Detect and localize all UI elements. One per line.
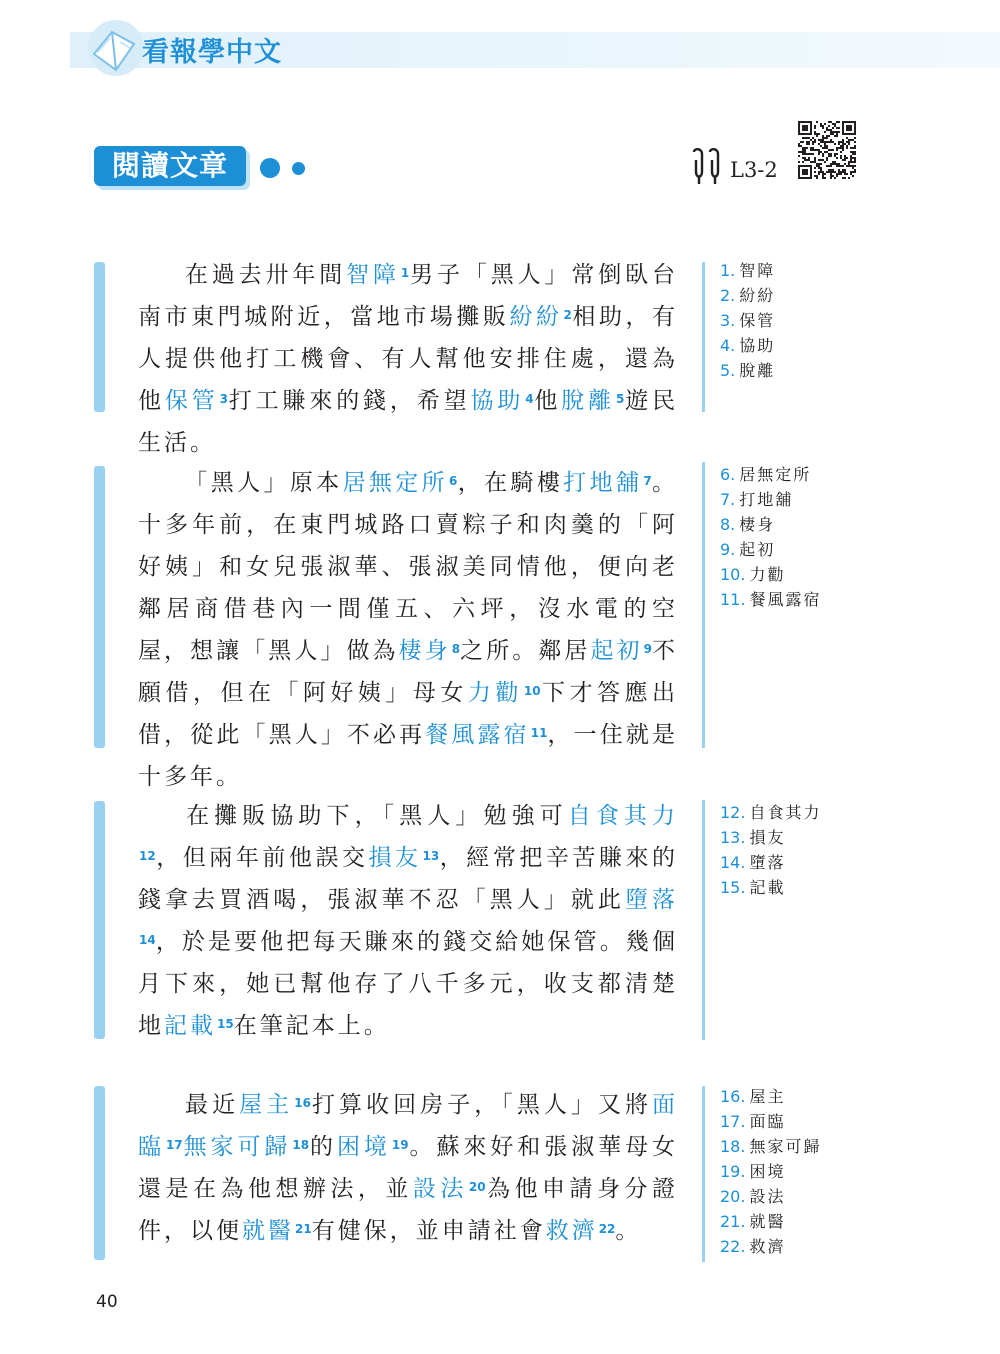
vocab-item-number: 12.: [720, 803, 746, 822]
vocab-item-number: 15.: [720, 878, 746, 897]
vocab-item-word: 困境: [749, 1162, 786, 1181]
vocab-keyword-text: 屋主: [239, 1092, 294, 1118]
vocab-item-word: 自食其力: [749, 803, 822, 822]
paragraph-text: 在攤販協助下，「黑人」勉強可: [184, 803, 568, 829]
vocab-keyword-text: 餐風露宿: [425, 722, 530, 748]
vocab-item-number: 22.: [720, 1237, 746, 1256]
vocab-note-number: 17: [165, 1138, 183, 1152]
paragraph-text: 在過去卅年間: [184, 262, 347, 288]
vocab-item-word: 墮落: [749, 853, 786, 872]
vocab-item-word: 屋主: [749, 1087, 786, 1106]
paragraph-text: 最近: [184, 1092, 240, 1118]
vocab-item: [720, 258, 775, 283]
vocab-item: [720, 1209, 821, 1234]
vocab-item-number: 18.: [720, 1137, 746, 1156]
vocab-note-number: 6: [449, 474, 458, 488]
vocab-item-word: 救濟: [749, 1237, 786, 1256]
vocab-keyword-text: 損友: [368, 845, 422, 871]
paragraph-text: 的: [309, 1134, 337, 1160]
vocab-item-number: 10.: [720, 565, 746, 584]
article-paragraph-4: [138, 1084, 678, 1252]
vocab-item-word: 紛紛: [739, 286, 776, 305]
qr-code-icon[interactable]: [798, 121, 856, 179]
paragraph-text: 男子「黑人」常倒臥台南市東門城附近，當地市場攤販: [138, 262, 679, 330]
vocab-keyword-text: 居無定所: [342, 470, 449, 496]
vocab-keyword-text: 打地舖: [563, 470, 643, 496]
vocab-keyword: [399, 638, 460, 664]
vocab-item: [720, 283, 775, 308]
vocab-note-number: 1: [400, 266, 410, 280]
vocab-keyword-text: 脫離: [561, 388, 615, 414]
vocab-note-number: 7: [643, 474, 652, 488]
vocab-item-number: 2.: [720, 286, 736, 305]
vocab-item-number: 3.: [720, 311, 736, 330]
paragraph-bar-1: [94, 262, 105, 412]
vocab-keyword-text: 無家可歸: [182, 1134, 292, 1160]
vocab-item-word: 協助: [739, 336, 776, 355]
vocab-item-number: 6.: [720, 465, 736, 484]
vocab-item-number: 19.: [720, 1162, 746, 1181]
page-number: 40: [96, 1292, 118, 1312]
vocab-item: [720, 1234, 821, 1259]
vocab-note-number: 4: [525, 392, 534, 406]
vocab-note-number: 2: [563, 308, 572, 322]
vocab-item: [720, 1084, 821, 1109]
vocab-item-word: 面臨: [749, 1112, 786, 1131]
article-paragraph-3: [138, 795, 678, 1047]
vocab-item-word: 記載: [749, 878, 786, 897]
vocab-item: [720, 537, 821, 562]
vocab-keyword-text: 救濟: [545, 1218, 598, 1244]
vocab-item-number: 4.: [720, 336, 736, 355]
vocab-note-number: 11: [530, 726, 548, 740]
vocab-note-number: 10: [523, 684, 541, 698]
vocab-note-number: 16: [294, 1096, 311, 1110]
vocab-keyword-text: 就醫: [242, 1218, 294, 1244]
paragraph-text: 下才答應出借，從此「黑人」不必再: [138, 680, 679, 748]
paragraph-text: 「黑人」原本: [184, 470, 343, 496]
vocab-note-number: 3: [219, 392, 228, 406]
vocab-keyword: [368, 845, 439, 871]
paragraph-text: 遊民生活。: [138, 388, 679, 456]
vocab-item-word: 棲身: [739, 515, 776, 534]
vocab-item: [720, 1184, 821, 1209]
paragraph-text: 。蘇來好和張淑華母女還是在為他想辦法，並: [138, 1134, 679, 1202]
vocab-item-number: 21.: [720, 1212, 746, 1231]
vocab-item: [720, 462, 821, 487]
vocab-keyword: [509, 304, 571, 330]
paragraph-text: 他: [533, 388, 562, 414]
vocab-item-word: 打地舖: [739, 490, 794, 509]
paragraph-bar-3: [94, 801, 105, 1039]
vocab-keyword-text: 起初: [590, 638, 643, 664]
vocab-item: [720, 1109, 821, 1134]
vocab-keyword: [470, 388, 533, 414]
vocab-item-number: 20.: [720, 1187, 746, 1206]
vocab-note-number: 13: [422, 849, 440, 863]
vocab-item: [720, 800, 821, 825]
vocab-item-word: 無家可歸: [749, 1137, 822, 1156]
paragraph-text: 不願借，但在「阿好姨」母女: [138, 638, 679, 706]
vocab-note-number: 19: [391, 1138, 409, 1152]
vocab-item-word: 保管: [739, 311, 776, 330]
vocab-item-number: 8.: [720, 515, 736, 534]
vocab-item: [720, 825, 821, 850]
vocab-keyword: [546, 1218, 616, 1244]
vocab-keyword: [346, 262, 409, 288]
paragraph-bar-2: [94, 466, 105, 748]
vocab-note-number: 21: [295, 1222, 312, 1236]
vocab-keyword-text: 困境: [336, 1134, 391, 1160]
vocab-item: [720, 1134, 821, 1159]
vocab-keyword-text: 智障: [346, 262, 400, 288]
vocab-keyword: [343, 470, 458, 496]
vocab-keyword-text: 協助: [470, 388, 525, 414]
vocab-item-number: 14.: [720, 853, 746, 872]
header-title: 看報學中文: [142, 37, 282, 68]
vocab-keyword: [165, 388, 228, 414]
vocab-item-word: 居無定所: [739, 465, 812, 484]
paragraph-text: 。十多年前，在東門城路口賣粽子和肉羹的「阿好姨」和女兒張淑華、張淑美同情他，便向老鄰居商借巷內一間僅五、六坪，沒水電的空屋，想讓「黑人」做為: [138, 470, 679, 664]
vocab-divider-3: [702, 800, 705, 1040]
vocab-note-number: 14: [139, 933, 156, 947]
vocab-item: [720, 308, 775, 333]
paragraph-text: 打工賺來的錢，希望: [227, 388, 471, 414]
vocab-keyword: [561, 388, 624, 414]
book-logo-icon: [84, 14, 146, 80]
vocab-item: [720, 1159, 821, 1184]
vocab-item-word: 力勸: [749, 565, 786, 584]
vocab-item: [720, 358, 775, 383]
vocab-keyword-text: 力勸: [467, 680, 523, 706]
vocab-item: [720, 512, 821, 537]
paragraph-text: 為他申請身分證件，以便: [138, 1176, 679, 1244]
vocab-item-number: 5.: [720, 361, 736, 380]
vocab-item-word: 就醫: [749, 1212, 786, 1231]
vocab-item-word: 設法: [749, 1187, 786, 1206]
audio-track-label: L3-2: [730, 158, 778, 182]
earphones-icon[interactable]: [690, 146, 722, 186]
paragraph-text: ，在騎樓: [457, 470, 564, 496]
paragraph-text: ，經常把辛苦賺來的錢拿去買酒喝，張淑華不忍「黑人」就此: [138, 845, 679, 913]
vocab-item-number: 9.: [720, 540, 736, 559]
vocab-item-number: 11.: [720, 590, 746, 609]
vocab-note-number: 18: [292, 1138, 310, 1152]
vocab-item-word: 起初: [739, 540, 776, 559]
vocab-divider-1: [702, 262, 705, 412]
vocab-item-word: 損友: [749, 828, 786, 847]
vocab-keyword: [413, 1176, 486, 1202]
paragraph-text: 之所。鄰居: [460, 638, 591, 664]
vocab-keyword-text: 記載: [164, 1013, 216, 1039]
vocab-note-number: 9: [643, 642, 652, 656]
vocab-note-number: 22: [598, 1222, 616, 1236]
vocab-keyword: [590, 638, 651, 664]
vocab-item: [720, 562, 821, 587]
vocab-note-number: 8: [451, 642, 461, 656]
vocab-keyword: [183, 1134, 309, 1160]
vocab-item-number: 13.: [720, 828, 746, 847]
vocab-keyword-text: 面臨: [138, 1092, 679, 1160]
vocab-item: [720, 875, 821, 900]
vocab-list-2: [720, 462, 821, 612]
vocab-item-number: 17.: [720, 1112, 746, 1131]
vocab-item: [720, 487, 821, 512]
vocab-item-word: 智障: [739, 261, 776, 280]
vocab-keyword: [563, 470, 651, 496]
vocab-keyword: [337, 1134, 409, 1160]
vocab-keyword: [239, 1092, 311, 1118]
paragraph-text: 相助，有人提供他打工機會、有人幫他安排住處，還為他: [138, 304, 679, 414]
vocab-keyword-text: 棲身: [398, 638, 451, 664]
vocab-item: [720, 333, 775, 358]
section-title: 閱讀文章: [94, 146, 246, 186]
paragraph-text: 有健保，並申請社會: [311, 1218, 546, 1244]
article-paragraph-1: [138, 254, 678, 464]
vocab-divider-2: [702, 462, 705, 748]
decorative-dot-small: [292, 162, 305, 175]
vocab-item-word: 餐風露宿: [749, 590, 822, 609]
vocab-item-number: 7.: [720, 490, 736, 509]
vocab-list-3: [720, 800, 821, 900]
vocab-item: [720, 587, 821, 612]
vocab-note-number: 15: [217, 1017, 234, 1031]
vocab-keyword: [425, 722, 547, 748]
vocab-keyword-text: 自食其力: [567, 803, 679, 829]
vocab-keyword: [468, 680, 541, 706]
vocab-note-number: 5: [616, 392, 625, 406]
vocab-item-word: 脫離: [739, 361, 776, 380]
vocab-keyword-text: 墮落: [624, 887, 679, 913]
vocab-item-number: 1.: [720, 261, 736, 280]
vocab-keyword: [164, 1013, 234, 1039]
vocab-keyword-text: 紛紛: [509, 304, 563, 330]
vocab-note-number: 20: [468, 1180, 486, 1194]
vocab-list-1: [720, 258, 775, 383]
paragraph-text: ，於是要他把每天賺來的錢交給她保管。幾個月下來，她已幫他存了八千多元，收支都清楚地: [138, 929, 678, 1039]
vocab-note-number: 12: [139, 849, 156, 863]
paragraph-text: 在筆記本上。: [233, 1013, 390, 1039]
paragraph-text: 打算收回房子，「黑人」又將: [310, 1092, 653, 1118]
vocab-divider-4: [702, 1086, 705, 1262]
vocab-item-number: 16.: [720, 1087, 746, 1106]
vocab-keyword: [242, 1218, 312, 1244]
vocab-list-4: [720, 1084, 821, 1259]
paragraph-text: ，一住就是十多年。: [138, 722, 679, 790]
vocab-keyword-text: 保管: [164, 388, 219, 414]
decorative-dot: [260, 158, 280, 178]
paragraph-text: 。: [615, 1218, 642, 1244]
vocab-keyword-text: 設法: [412, 1176, 468, 1202]
paragraph-bar-4: [94, 1086, 105, 1260]
article-paragraph-2: [138, 462, 678, 798]
paragraph-text: ，但兩年前他誤交: [155, 845, 369, 871]
vocab-item: [720, 850, 821, 875]
